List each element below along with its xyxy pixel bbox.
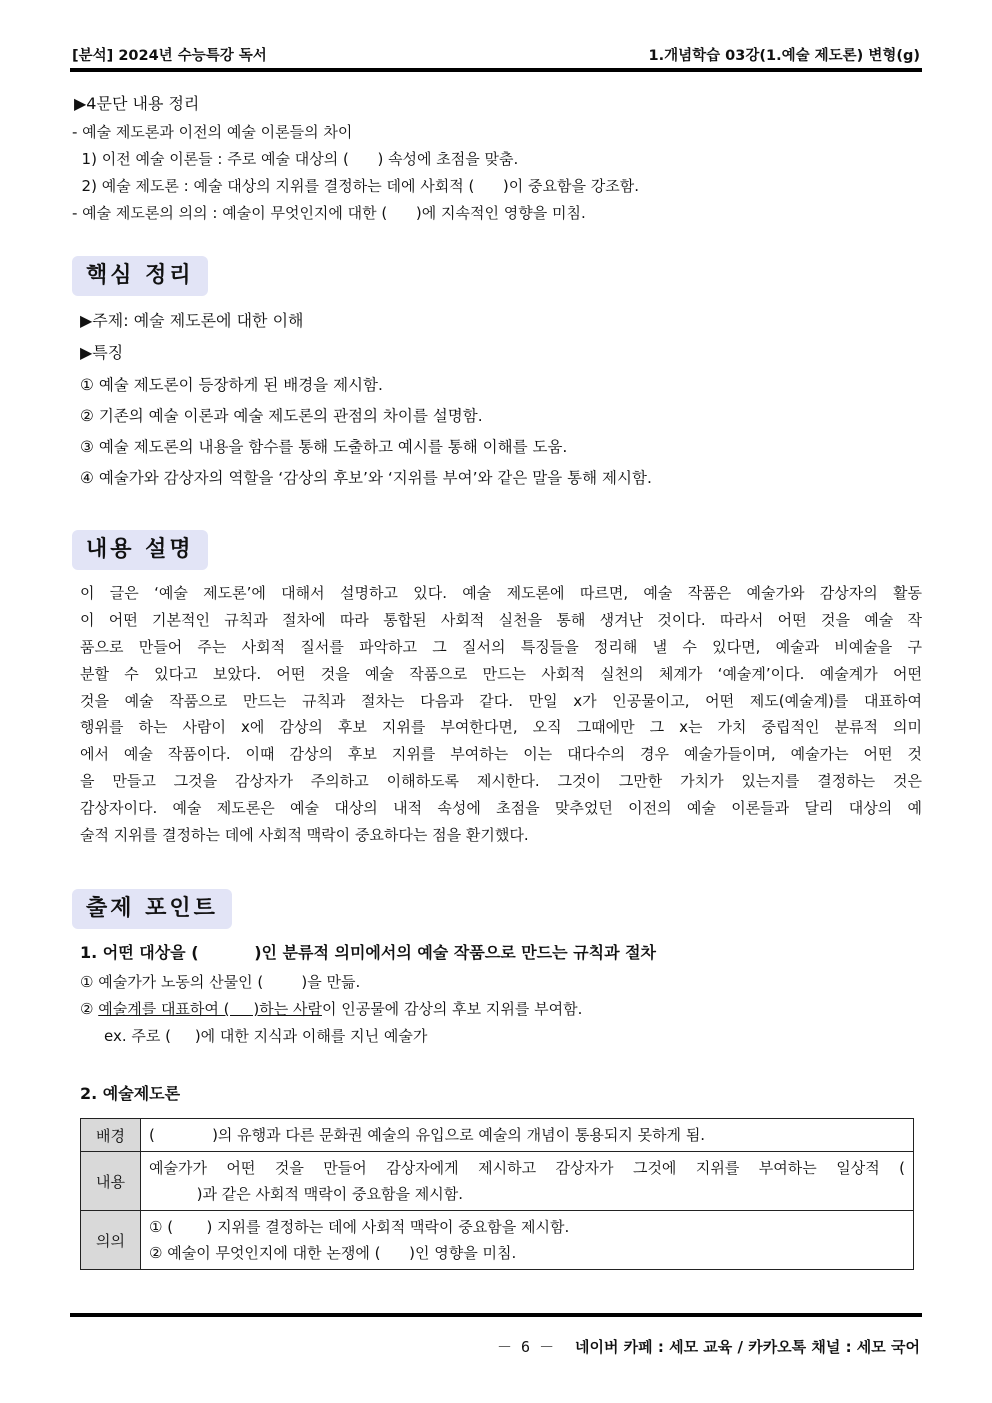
point-1-title: 1. 어떤 대상을 ( )인 분류적 의미에서의 예술 작품으로 만드는 규칙과 절차	[80, 943, 657, 962]
row-content-line: )과 같은 사회적 맥락이 중요함을 제시함.	[149, 1185, 463, 1203]
core-feature-item: ① 예술 제도론이 등장하게 된 배경을 제시함.	[80, 376, 383, 394]
explain-line: 행위를 하는 사람이 x에 감상의 후보 지위를 부여한다면, 오직 그때에만 그 x는 가치 중립적인 분류적 의미	[80, 718, 922, 737]
row-content-line: ② 예술이 무엇인지에 대한 논쟁에 ( )인 영향을 미침.	[149, 1244, 517, 1262]
explain-line: 이 어떤 기본적인 규칙과 절차에 따라 통합된 사회적 실천을 통해 생겨난 것이다. 따라서 어떤 것을 예술 작	[80, 610, 922, 629]
summary-table	[80, 1118, 914, 1270]
explain-line: 품으로 만들어 주는 사회적 질서를 파악하고 그 질서의 특징들을 정리해 낼 수 있다면, 예술과 비예술을 구	[80, 637, 922, 656]
table-row	[81, 1152, 914, 1211]
row-content	[141, 1119, 914, 1152]
table-row	[81, 1211, 914, 1270]
explain-line: 을 만들고 그것을 감상자가 주의하고 이해하도록 제시한다. 그것이 그만한 가치가 있는지를 결정하는 것은	[80, 772, 922, 791]
footer-divider	[70, 1313, 922, 1317]
footer	[497, 1336, 920, 1357]
explain-paragraph	[80, 580, 922, 849]
point-2-title: 2. 예술제도론	[80, 1084, 181, 1103]
core-feature-label: ▶특징	[80, 343, 124, 362]
header-left: [분석] 2024년 수능특강 독서	[72, 48, 267, 64]
section-heading-explain: 내용 설명	[72, 530, 208, 570]
explain-line: 에서 예술 작품이다. 이때 감상의 후보 지위를 부여하는 이는 대다수의 경우 예술가들이며, 예술가는 어떤 것	[80, 745, 922, 764]
table-row	[81, 1119, 914, 1152]
p4-summary-line: 2) 예술 제도론 : 예술 대상의 지위를 결정하는 데에 사회적 ( )이 중요함을 강조함.	[72, 177, 639, 195]
explain-line: 감상자이다. 예술 제도론은 예술 대상의 내적 속성에 초점을 맞추었던 이전의 예술 이론들과 달리 대상의 예	[80, 799, 922, 818]
p4-summary-line: 1) 이전 예술 이론들 : 주로 예술 대상의 ( ) 속성에 초점을 맞춤.	[72, 150, 519, 168]
page-number: － 6 －	[497, 1338, 555, 1356]
section-heading-points: 출제 포인트	[72, 889, 232, 929]
core-feature-item: ② 기존의 예술 이론과 예술 제도론의 관점의 차이를 설명함.	[80, 407, 483, 425]
row-content	[141, 1211, 914, 1270]
point-1-example: ex. 주로 ( )에 대한 지식과 이해를 지닌 예술가	[104, 1027, 428, 1045]
footer-text: 네이버 카페 : 세모 교육 / 카카오톡 채널 : 세모 국어	[574, 1338, 920, 1356]
point-1-item-prefix: ②	[80, 1000, 99, 1018]
core-feature-item: ③ 예술 제도론의 내용을 함수를 통해 도출하고 예시를 통해 이해를 도움.	[80, 438, 568, 456]
point-1-item-suffix: 이 인공물에 감상의 후보 지위를 부여함.	[321, 1000, 583, 1018]
explain-line: 술적 지위를 결정하는 데에 사회적 맥락이 중요하다는 점을 환기했다.	[80, 826, 529, 845]
core-topic: ▶주제: 예술 제도론에 대한 이해	[80, 311, 304, 330]
explain-line: 분할 수 있다고 보았다. 어떤 것을 예술 작품으로 만드는 사회적 실천의 체계가 ‘예술계’이다. 예술계가 어떤	[80, 664, 922, 683]
row-content	[141, 1152, 914, 1211]
explain-line: 것을 예술 작품으로 만드는 규칙과 절차는 다음과 같다. 만일 x가 인공물이고, 어떤 제도(예술계)를 대표하여	[80, 691, 922, 710]
row-content-line: ( )의 유행과 다른 문화권 예술의 유입으로 예술의 개념이 통용되지 못하게 됨.	[149, 1126, 706, 1144]
point-1-item-underlined: 예술계를 대표하여 ( )하는 사람	[98, 1000, 322, 1018]
section-heading-core: 핵심 정리	[72, 256, 208, 296]
row-label: 배경	[81, 1119, 141, 1152]
header-right: 1.개념학습 03강(1.예술 제도론) 변형(g)	[648, 48, 920, 64]
row-content-line: 예술가가 어떤 것을 만들어 감상자에게 제시하고 감상자가 그것에 지위를 부여하는 일상적 (	[149, 1159, 905, 1177]
core-feature-item: ④ 예술가와 감상자의 역할을 ‘감상의 후보’와 ‘지위를 부여’와 같은 말을 통해 제시함.	[80, 469, 652, 487]
header-divider	[70, 68, 922, 72]
p4-summary-line: - 예술 제도론과 이전의 예술 이론들의 차이	[72, 123, 353, 141]
row-content-line: ① ( ) 지위를 결정하는 데에 사회적 맥락이 중요함을 제시함.	[149, 1218, 570, 1236]
p4-summary-title: ▶4문단 내용 정리	[74, 94, 200, 113]
point-1-item	[80, 999, 582, 1019]
row-label: 내용	[81, 1152, 141, 1211]
p4-summary-line: - 예술 제도론의 의의 : 예술이 무엇인지에 대한 ( )에 지속적인 영향을 미침.	[72, 204, 586, 222]
row-label: 의의	[81, 1211, 141, 1270]
explain-line: 이 글은 ‘예술 제도론’에 대해서 설명하고 있다. 예술 제도론에 따르면, 예술 작품은 예술가와 감상자의 활동	[80, 584, 922, 602]
point-1-item: ① 예술가가 노동의 산물인 ( )을 만듦.	[80, 973, 361, 991]
